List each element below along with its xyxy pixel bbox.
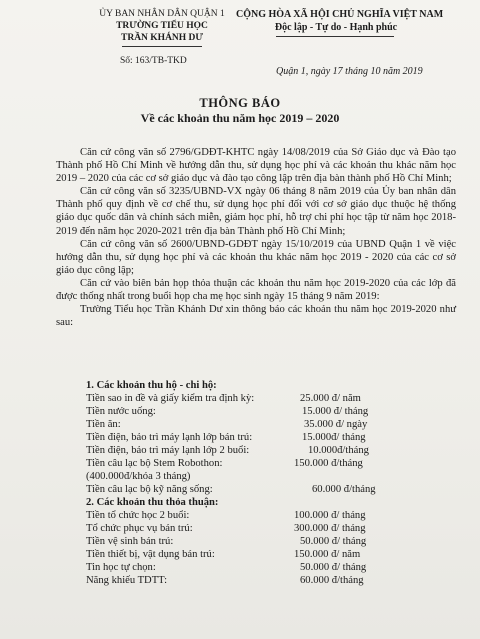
fee-amount: 10.000đ/tháng [308, 445, 369, 456]
national-header [236, 8, 444, 34]
fee-amount: 300.000 đ/ tháng [294, 523, 366, 534]
fee-note: (400.000đ/khóa 3 tháng) [86, 471, 191, 482]
fee-label: Tổ chức phục vụ bán trú: [86, 523, 193, 534]
fee-amount: 150.000 đ/tháng [294, 458, 363, 469]
fee-label: Tiền sao in đề và giấy kiểm tra định kỳ: [86, 393, 255, 404]
issuer-underline [122, 46, 202, 47]
paragraph: Trường Tiểu học Trần Khánh Dư xin thông báo các khoản thu năm học 2019-2020 như sau: [56, 304, 456, 329]
fee-label: Tiền điện, bảo trì máy lạnh lớp bán trú: [86, 432, 253, 443]
place-date: Quận 1, ngày 17 tháng 10 năm 2019 [276, 66, 423, 77]
paragraph: Căn cứ công văn số 2796/GDĐT-KHTC ngày 14/08/2019 của Sở Giáo dục và Đào tạo Thành phố Hồ Chí Minh về hướng dẫn thu, sử dụng học phí và các khoản thu khác năm học 2019 – 2020 của các cơ sở giáo dục và đào tạo công lập trên địa bàn thành phố Hồ Chí Minh; [56, 147, 456, 185]
fee-label: Tiền điện, bảo trì máy lạnh lớp 2 buổi: [86, 445, 250, 456]
fee-label: Tiền nước uống: [86, 406, 156, 417]
fee-label: Tin học tự chọn: [86, 562, 156, 573]
issuer-school-type: TRƯỜNG TIỂU HỌC [116, 21, 208, 31]
fee-label: Năng khiếu TDTT: [86, 575, 168, 586]
paragraph: Căn cứ vào biên bản họp thỏa thuận các khoản thu năm học 2019-2020 của các lớp đã được thống nhất trong buổi họp cha mẹ học sinh ngày 15 tháng 9 năm 2019: [56, 277, 456, 303]
fee-amount: 25.000 đ/ năm [300, 393, 361, 404]
notice-document: ỦY BAN NHÂN DÂN QUẬN 1 TRƯỜNG TIỂU HỌC TRẦN KHÁNH DƯ CỘNG HÒA XÃ HỘI CHỦ NGHĨA VIỆT NAM Độc lập - Tự do - Hạnh phúc Số: 163/TB-TKD Quận 1, ngày 17 tháng 10 năm 2019 THÔNG BÁO Về các khoản thu năm học 2019 – 2020 Căn cứ công văn số 2796/GDĐT-KHTC ngày 14/08/2019 của Sở Giáo dục và Đào tạo Thành phố Hồ Chí Minh về hướng dẫn thu, sử dụng học phí và các khoản thu khác năm học 2019 – 2020 của các cơ sở giáo dục và đào tạo công lập trên địa bàn thành phố Hồ Chí Minh; Căn cứ công văn số 3235/UBND-VX ngày 06 tháng 8 năm 2019 của Ủy ban nhân dân Thành phố quy định về cơ chế thu, sử dụng học phí đối với cơ sở giáo dục thuộc hệ thống giáo dục quốc dân và chính sách miễn, giảm học phí, hỗ trợ chi phí học tập từ năm học 2018-2019 đến năm học 2020-2021 trên địa bàn Thành phố Hồ Chí Minh; Căn cứ công văn số 2600/UBND-GDĐT ngày 15/10/2019 của UBND Quận 1 về việc hướng dẫn thu, sử dụng học phí và các khoản thu khác năm học 2019 - 2020 của các cơ sở giáo dục công lập; Căn cứ vào biên bản họp thỏa thuận các khoản thu năm học 2019-2020 của các lớp đã được thống nhất trong buổi họp cha mẹ học sinh ngày 15 tháng 9 năm 2019: Trường Tiểu học Trần Khánh Dư xin thông báo các khoản thu năm học 2019-2020 như sau: 1. Các khoản thu hộ - chi hộ: Tiền sao in đề và giấy kiểm tra định kỳ: 25.000 đ/ năm Tiền nước uống: 15.000 đ/ tháng Tiền ăn: 35.000 đ/ ngày Tiền điện, bảo trì máy lạnh lớp bán trú: 15.000đ/ tháng Tiền điện, bảo trì máy lạnh lớp 2 buổi: 10.000đ/tháng Tiền câu lạc bộ Stem Robothon: 150.000 đ/tháng (400.000đ/khóa 3 tháng) Tiền câu lạc bộ kỹ năng sống: 60.000 đ/tháng 2. Các khoản thu thỏa thuận: Tiền tổ chức học 2 buổi: 100.000 đ/ tháng Tổ chức phục vụ bán trú: 300.000 đ/ tháng Tiền vệ sinh bán trú: 50.000 đ/ tháng Tiền thiết bị, vật dụng bán trú: 150.000 đ/ năm Tin học tự chọn: 50.000 đ/ tháng Năng khiếu TDTT: 60.000 đ/tháng [0, 0, 480, 639]
fee-amount: 60.000 đ/tháng [300, 575, 364, 586]
fee-label: Tiền câu lạc bộ Stem Robothon: [86, 458, 223, 469]
fee-label: Tiền thiết bị, vật dụng bán trú: [86, 549, 215, 560]
fee-amount: 150.000 đ/ năm [294, 549, 361, 560]
fee-amount: 35.000 đ/ ngày [304, 419, 368, 430]
fee-label: Tiền vệ sinh bán trú: [86, 536, 174, 547]
document-title: THÔNG BÁO [199, 96, 281, 110]
fee-amount: 50.000 đ/ tháng [300, 562, 367, 573]
fee-label: Tiền tổ chức học 2 buổi: [86, 510, 190, 521]
document-subtitle: Về các khoản thu năm học 2019 – 2020 [140, 111, 340, 125]
issuer-authority: ỦY BAN NHÂN DÂN QUẬN 1 [99, 9, 225, 19]
document-number: Số: 163/TB-TKD [120, 56, 187, 66]
national-title: CỘNG HÒA XÃ HỘI CHỦ NGHĨA VIỆT NAM [236, 9, 444, 20]
fee-amount: 15.000 đ/ tháng [302, 406, 369, 417]
motto-underline [276, 36, 394, 37]
paragraph: Căn cứ công văn số 3235/UBND-VX ngày 06 tháng 8 năm 2019 của Ủy ban nhân dân Thành phố quy định về cơ chế thu, sử dụng học phí đối với cơ sở giáo dục thuộc hệ thống giáo dục quốc dân và chính sách miễn, giảm học phí, hỗ trợ chi phí học tập từ năm học 2018-2019 đến năm học 2020-2021 trên địa bàn Thành phố Hồ Chí Minh; [56, 186, 456, 237]
national-motto: Độc lập - Tự do - Hạnh phúc [274, 22, 398, 33]
fee-amount: 60.000 đ/tháng [312, 484, 376, 495]
fee-amount: 15.000đ/ tháng [302, 432, 366, 443]
issuer-school-name: TRẦN KHÁNH DƯ [121, 33, 203, 43]
fee-label: Tiền câu lạc bộ kỹ năng sống: [86, 484, 213, 495]
fee-amount: 100.000 đ/ tháng [294, 510, 366, 521]
fee-amount: 50.000 đ/ tháng [300, 536, 367, 547]
document-body [56, 146, 456, 329]
paragraph: Căn cứ công văn số 2600/UBND-GDĐT ngày 15/10/2019 của UBND Quận 1 về việc hướng dẫn thu, sử dụng học phí và các khoản thu khác năm học 2019 - 2020 của các cơ sở giáo dục công lập; [56, 238, 456, 276]
fee-label: Tiền ăn: [86, 419, 121, 430]
issuer-header [92, 8, 232, 44]
